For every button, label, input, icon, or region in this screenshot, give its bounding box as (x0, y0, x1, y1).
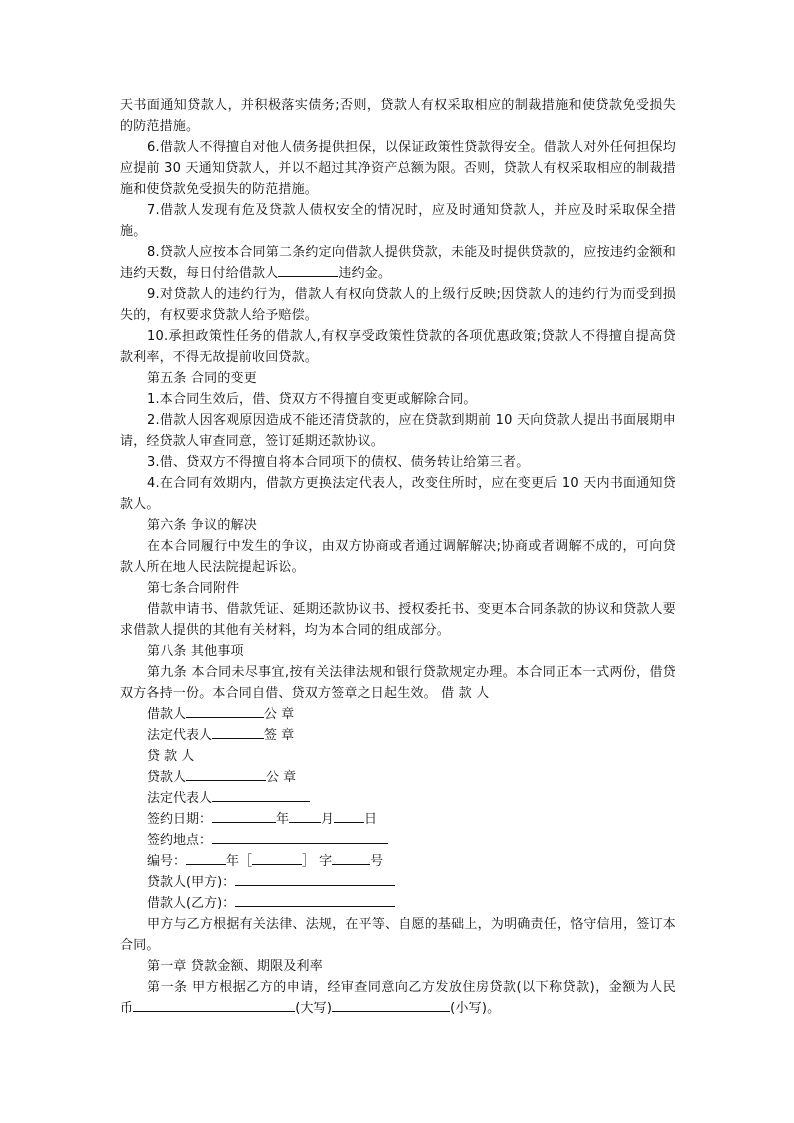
blank-line (289, 809, 321, 823)
lender-sign-line: 贷款人 公 章 (120, 767, 676, 788)
clause-10: 10.承担政策性任务的借款人,有权享受政策性贷款的各项优惠政策;贷款人不得擅自提高贷款利率，不得无故提前收回贷款。 (120, 329, 676, 365)
clause-9: 9.对贷款人的违约行为，借款人有权向贷款人的上级行反映;因贷款人的违约行为而受到损失的，有权要求贷款人给予赔偿。 (120, 287, 676, 323)
paragraph: 天书面通知贷款人，并积极落实债务;否则，贷款人有权采取相应的制裁措施和使贷款免受损失的防范措施。 (120, 98, 676, 134)
blank-line (332, 998, 450, 1012)
blank-line (235, 872, 395, 886)
blank-line (212, 830, 388, 844)
blank-line (278, 263, 338, 277)
blank-line (212, 725, 264, 739)
blank-line (212, 809, 276, 823)
blank-line (334, 809, 364, 823)
number-line: 编号： 年［ ］ 字 号 (120, 851, 676, 872)
article-1-text: 第一条 甲方根据乙方的申请，经审查同意向乙方发放住房贷款(以下称贷款)，金额为人民币 (大写) (小写)。 (120, 980, 676, 1016)
article-6-heading: 第六条 争议的解决 (147, 518, 257, 533)
blank-line (252, 851, 302, 865)
clause-7: 7.借款人发现有危及贷款人债权安全的情况时，应及时通知贷款人，并应及时采取保全措施。 (120, 203, 676, 239)
blank-line (332, 851, 370, 865)
article-5-item-2: 2.借款人因客观原因造成不能还清贷款的，应在贷款到期前 10 天向贷款人提出书面展期申请，经贷款人审查同意，签订延期还款协议。 (120, 413, 676, 449)
blank-line (186, 767, 266, 781)
preamble: 甲方与乙方根据有关法律、法规，在平等、自愿的基础上，为明确责任，恪守信用，签订本合同。 (120, 917, 676, 953)
blank-line (133, 998, 295, 1012)
blank-line (212, 788, 310, 802)
article-8-heading: 第八条 其他事项 (147, 644, 244, 659)
article-5-item-1: 1.本合同生效后，借、贷双方不得擅自变更或解除合同。 (147, 392, 477, 407)
article-7-text: 借款申请书、借款凭证、延期还款协议书、授权委托书、变更本合同条款的协议和贷款人要求借款人提供的其他有关材料，均为本合同的组成部分。 (120, 602, 676, 638)
article-9-text: 第九条 本合同未尽事宜,按有关法律法规和银行贷款规定办理。本合同正本一式两份，借贷双方各持一份。本合同自借、贷双方签章之日起生效。 借 款 人 (120, 665, 676, 701)
article-5-heading: 第五条 合同的变更 (147, 371, 257, 386)
borrower-sign-line: 借款人 公 章 (120, 704, 676, 725)
article-5-item-3: 3.借、贷双方不得擅自将本合同项下的债权、债务转让给第三者。 (147, 455, 530, 470)
clause-6: 6.借款人不得擅自对他人债务提供担保，以保证政策性贷款得安全。借款人对外任何担保均应提前 30 天通知贷款人，并以不超过其净资产总额为限。否则，贷款人有权采取相应的制裁措施和使贷款免受损失的防范措施。 (120, 140, 676, 197)
blank-line (235, 893, 395, 907)
party-a-line: 贷款人(甲方)： (120, 872, 676, 893)
lender-title: 贷 款 人 (147, 749, 195, 764)
chapter-1-heading: 第一章 贷款金额、期限及利率 (147, 959, 323, 974)
legal-rep-sign-line: 法定代表人 签 章 (120, 725, 676, 746)
document-body (120, 95, 676, 1019)
clause-8-tail: 违约金。 (338, 266, 392, 281)
blank-line (186, 851, 226, 865)
article-5-item-4: 4.在合同有效期内，借款方更换法定代表人，改变住所时，应在变更后 10 天内书面通知贷款人。 (120, 476, 676, 512)
sign-place-line: 签约地点： (120, 830, 676, 851)
article-7-heading: 第七条合同附件 (147, 581, 240, 596)
sign-date-line: 签约日期： 年 月 日 (120, 809, 676, 830)
lender-legal-rep-line: 法定代表人 (120, 788, 676, 809)
clause-8 (120, 242, 676, 284)
clause-8-text: 8.贷款人应按本合同第二条约定向借款人提供贷款，未能及时提供贷款的，应按违约金额和违约天数，每日付给借款人 (120, 245, 676, 281)
article-6-text: 在本合同履行中发生的争议，由双方协商或者通过调解解决;协商或者调解不成的，可向贷款人所在地人民法院提起诉讼。 (120, 539, 676, 575)
party-b-line: 借款人(乙方)： (120, 893, 676, 914)
blank-line (186, 704, 264, 718)
